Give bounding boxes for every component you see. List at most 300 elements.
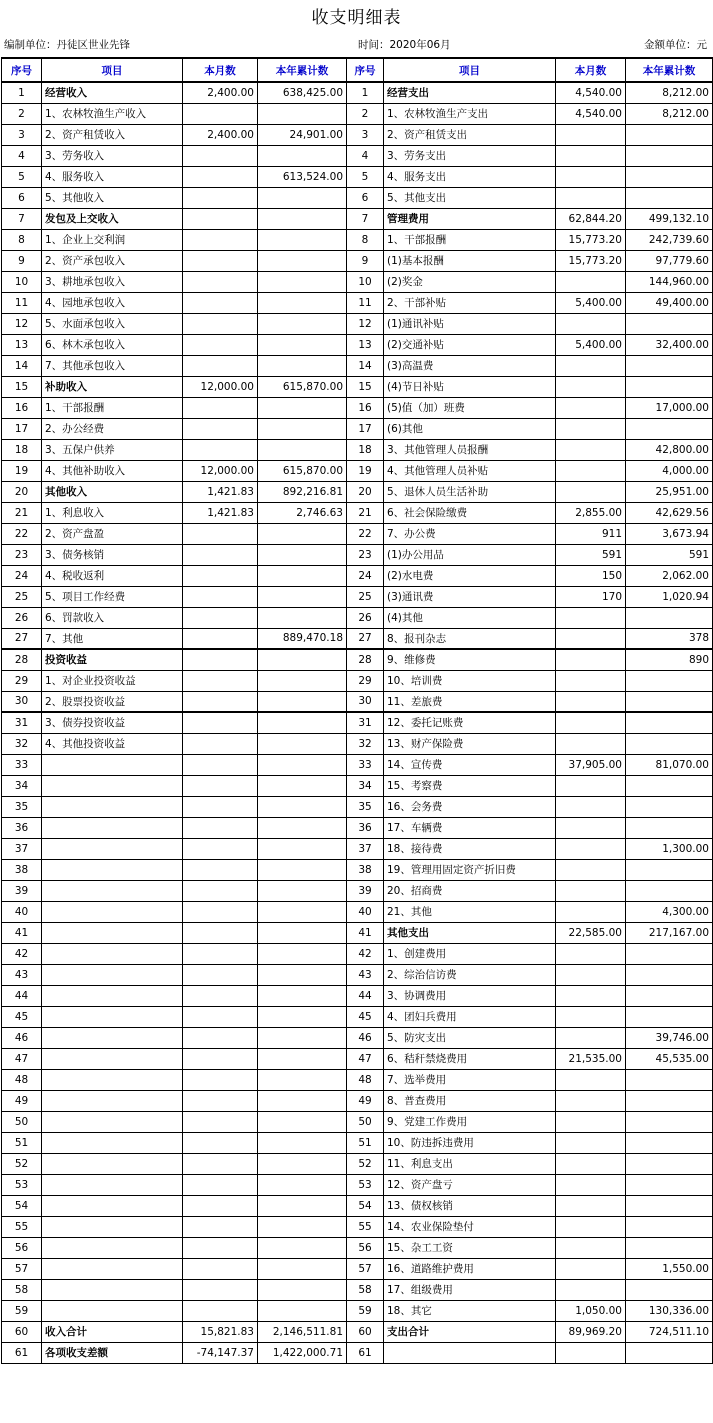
expense-item: 1、农林牧渔生产支出 xyxy=(384,103,556,124)
table-row xyxy=(2,1153,713,1174)
header-income-month: 本月数 xyxy=(183,58,258,82)
income-ytd-value xyxy=(258,523,347,544)
expense-month-value: 150 xyxy=(556,565,626,586)
expense-item: 4、服务支出 xyxy=(384,166,556,187)
income-row-number: 59 xyxy=(2,1300,42,1321)
income-ytd-value xyxy=(258,145,347,166)
income-ytd-value xyxy=(258,1216,347,1237)
expense-item: 19、管理用固定资产折旧费 xyxy=(384,859,556,880)
income-row-number: 28 xyxy=(2,649,42,670)
income-ytd-value xyxy=(258,796,347,817)
income-row-number: 5 xyxy=(2,166,42,187)
income-item: 5、水面承包收入 xyxy=(42,313,183,334)
income-item: 收入合计 xyxy=(42,1321,183,1342)
expense-row-number: 46 xyxy=(347,1027,384,1048)
expense-item: 9、维修费 xyxy=(384,649,556,670)
expense-row-number: 45 xyxy=(347,1006,384,1027)
expense-item: 1、创建费用 xyxy=(384,943,556,964)
table-row xyxy=(2,502,713,523)
expense-row-number: 39 xyxy=(347,880,384,901)
expense-month-value xyxy=(556,691,626,712)
income-item: 5、项目工作经费 xyxy=(42,586,183,607)
income-ytd-value xyxy=(258,880,347,901)
expense-month-value xyxy=(556,1216,626,1237)
expense-row-number: 32 xyxy=(347,733,384,754)
expense-month-value xyxy=(556,985,626,1006)
expense-month-value xyxy=(556,1174,626,1195)
income-item: 其他收入 xyxy=(42,481,183,502)
expense-month-value xyxy=(556,859,626,880)
expense-row-number: 21 xyxy=(347,502,384,523)
income-ytd-value xyxy=(258,754,347,775)
expense-month-value xyxy=(556,1132,626,1153)
expense-row-number: 27 xyxy=(347,628,384,649)
income-item xyxy=(42,1153,183,1174)
expense-row-number: 53 xyxy=(347,1174,384,1195)
expense-ytd-value xyxy=(626,1090,713,1111)
income-item xyxy=(42,1300,183,1321)
income-ytd-value xyxy=(258,1258,347,1279)
expense-ytd-value xyxy=(626,943,713,964)
income-ytd-value xyxy=(258,565,347,586)
income-month-value xyxy=(183,1069,258,1090)
expense-month-value xyxy=(556,1195,626,1216)
table-row xyxy=(2,691,713,712)
income-item: 3、五保户供养 xyxy=(42,439,183,460)
table-row xyxy=(2,775,713,796)
income-month-value xyxy=(183,901,258,922)
expense-item: (2)水电费 xyxy=(384,565,556,586)
income-item xyxy=(42,754,183,775)
expense-row-number: 48 xyxy=(347,1069,384,1090)
income-row-number: 6 xyxy=(2,187,42,208)
expense-row-number: 18 xyxy=(347,439,384,460)
expense-row-number: 22 xyxy=(347,523,384,544)
expense-month-value xyxy=(556,313,626,334)
income-month-value xyxy=(183,691,258,712)
income-item: 5、其他收入 xyxy=(42,187,183,208)
expense-ytd-value xyxy=(626,1279,713,1300)
income-item xyxy=(42,943,183,964)
header-income-item: 项目 xyxy=(42,58,183,82)
expense-item: (4)节日补贴 xyxy=(384,376,556,397)
expense-item: 15、考察费 xyxy=(384,775,556,796)
table-row xyxy=(2,145,713,166)
expense-month-value: 15,773.20 xyxy=(556,250,626,271)
expense-item: (4)其他 xyxy=(384,607,556,628)
expense-ytd-value xyxy=(626,1132,713,1153)
expense-row-number: 33 xyxy=(347,754,384,775)
expense-ytd-value xyxy=(626,1195,713,1216)
expense-ytd-value xyxy=(626,691,713,712)
expense-ytd-value: 25,951.00 xyxy=(626,481,713,502)
table-row xyxy=(2,103,713,124)
expense-row-number: 34 xyxy=(347,775,384,796)
income-ytd-value: 24,901.00 xyxy=(258,124,347,145)
income-ytd-value xyxy=(258,985,347,1006)
income-month-value xyxy=(183,313,258,334)
table-row xyxy=(2,1216,713,1237)
expense-row-number: 11 xyxy=(347,292,384,313)
expense-item: 11、差旅费 xyxy=(384,691,556,712)
expense-month-value: 911 xyxy=(556,523,626,544)
income-row-number: 24 xyxy=(2,565,42,586)
income-month-value xyxy=(183,145,258,166)
income-ytd-value xyxy=(258,271,347,292)
expense-ytd-value xyxy=(626,355,713,376)
expense-row-number: 8 xyxy=(347,229,384,250)
expense-month-value xyxy=(556,1258,626,1279)
table-row xyxy=(2,460,713,481)
table-row xyxy=(2,649,713,670)
income-ytd-value xyxy=(258,964,347,985)
table-row xyxy=(2,334,713,355)
expense-month-value xyxy=(556,1069,626,1090)
income-month-value xyxy=(183,1132,258,1153)
expense-row-number: 23 xyxy=(347,544,384,565)
table-row xyxy=(2,859,713,880)
table-row xyxy=(2,313,713,334)
table-row xyxy=(2,439,713,460)
expense-ytd-value: 97,779.60 xyxy=(626,250,713,271)
income-month-value xyxy=(183,817,258,838)
income-ytd-value xyxy=(258,250,347,271)
expense-month-value xyxy=(556,460,626,481)
expense-row-number: 44 xyxy=(347,985,384,1006)
income-ytd-value xyxy=(258,922,347,943)
table-row xyxy=(2,964,713,985)
income-month-value xyxy=(183,418,258,439)
expense-item: 18、其它 xyxy=(384,1300,556,1321)
expense-month-value xyxy=(556,775,626,796)
income-ytd-value xyxy=(258,1027,347,1048)
expense-ytd-value: 4,300.00 xyxy=(626,901,713,922)
expense-item: 8、报刊杂志 xyxy=(384,628,556,649)
income-row-number: 47 xyxy=(2,1048,42,1069)
income-month-value xyxy=(183,922,258,943)
income-row-number: 43 xyxy=(2,964,42,985)
expense-item: (6)其他 xyxy=(384,418,556,439)
expense-item: 其他支出 xyxy=(384,922,556,943)
income-month-value xyxy=(183,1027,258,1048)
income-month-value: 12,000.00 xyxy=(183,460,258,481)
expense-item: 7、选举费用 xyxy=(384,1069,556,1090)
expense-ytd-value: 242,739.60 xyxy=(626,229,713,250)
income-item xyxy=(42,1258,183,1279)
expense-item: 16、会务费 xyxy=(384,796,556,817)
income-ytd-value xyxy=(258,670,347,691)
income-item xyxy=(42,859,183,880)
income-ytd-value xyxy=(258,439,347,460)
income-row-number: 12 xyxy=(2,313,42,334)
table-row xyxy=(2,586,713,607)
expense-item: (5)值（加）班费 xyxy=(384,397,556,418)
report-title: 收支明细表 xyxy=(311,8,402,28)
table-row xyxy=(2,943,713,964)
income-month-value xyxy=(183,1237,258,1258)
table-row xyxy=(2,712,713,733)
table-row xyxy=(2,796,713,817)
income-row-number: 55 xyxy=(2,1216,42,1237)
expense-row-number: 41 xyxy=(347,922,384,943)
table-row xyxy=(2,1237,713,1258)
income-month-value xyxy=(183,271,258,292)
expense-ytd-value xyxy=(626,796,713,817)
expense-row-number: 59 xyxy=(347,1300,384,1321)
expense-ytd-value xyxy=(626,817,713,838)
expense-ytd-value xyxy=(626,1111,713,1132)
expense-month-value xyxy=(556,145,626,166)
expense-ytd-value: 8,212.00 xyxy=(626,103,713,124)
table-row xyxy=(2,292,713,313)
income-row-number: 45 xyxy=(2,1006,42,1027)
expense-ytd-value: 1,020.94 xyxy=(626,586,713,607)
expense-item: 经营支出 xyxy=(384,82,556,103)
expense-ytd-value: 591 xyxy=(626,544,713,565)
expense-ytd-value: 130,336.00 xyxy=(626,1300,713,1321)
income-item: 1、农林牧渔生产收入 xyxy=(42,103,183,124)
expense-row-number: 43 xyxy=(347,964,384,985)
income-month-value xyxy=(183,733,258,754)
income-row-number: 40 xyxy=(2,901,42,922)
income-row-number: 1 xyxy=(2,82,42,103)
expense-ytd-value: 3,673.94 xyxy=(626,523,713,544)
income-ytd-value: 2,746.63 xyxy=(258,502,347,523)
expense-ytd-value: 890 xyxy=(626,649,713,670)
expense-item: 管理费用 xyxy=(384,208,556,229)
table-row xyxy=(2,187,713,208)
expense-item: 12、资产盘亏 xyxy=(384,1174,556,1195)
income-month-value xyxy=(183,1216,258,1237)
expense-item: (3)通讯费 xyxy=(384,586,556,607)
income-item: 2、办公经费 xyxy=(42,418,183,439)
income-ytd-value: 638,425.00 xyxy=(258,82,347,103)
expense-month-value: 21,535.00 xyxy=(556,1048,626,1069)
expense-item: 14、农业保险垫付 xyxy=(384,1216,556,1237)
income-ytd-value xyxy=(258,1006,347,1027)
table-row xyxy=(2,1300,713,1321)
income-row-number: 25 xyxy=(2,586,42,607)
income-row-number: 48 xyxy=(2,1069,42,1090)
expense-row-number: 58 xyxy=(347,1279,384,1300)
expense-month-value xyxy=(556,397,626,418)
income-item xyxy=(42,1195,183,1216)
expense-row-number: 12 xyxy=(347,313,384,334)
table-row xyxy=(2,82,713,103)
income-item: 经营收入 xyxy=(42,82,183,103)
header-expense-no: 序号 xyxy=(347,58,384,82)
header-expense-month: 本月数 xyxy=(556,58,626,82)
income-item: 7、其他承包收入 xyxy=(42,355,183,376)
expense-month-value xyxy=(556,649,626,670)
expense-ytd-value: 724,511.10 xyxy=(626,1321,713,1342)
income-item: 4、其他补助收入 xyxy=(42,460,183,481)
income-item xyxy=(42,964,183,985)
income-month-value xyxy=(183,208,258,229)
income-item xyxy=(42,1174,183,1195)
expense-row-number: 54 xyxy=(347,1195,384,1216)
expense-ytd-value xyxy=(626,418,713,439)
income-month-value: 2,400.00 xyxy=(183,82,258,103)
expense-ytd-value xyxy=(626,1174,713,1195)
expense-item: 21、其他 xyxy=(384,901,556,922)
income-month-value xyxy=(183,1279,258,1300)
expense-row-number: 10 xyxy=(347,271,384,292)
table-row xyxy=(2,1342,713,1363)
expense-ytd-value: 42,800.00 xyxy=(626,439,713,460)
income-item xyxy=(42,880,183,901)
expense-row-number: 20 xyxy=(347,481,384,502)
income-item: 6、罚款收入 xyxy=(42,607,183,628)
income-ytd-value: 615,870.00 xyxy=(258,460,347,481)
income-month-value xyxy=(183,628,258,649)
expense-month-value xyxy=(556,166,626,187)
income-month-value xyxy=(183,985,258,1006)
income-item xyxy=(42,1216,183,1237)
table-row xyxy=(2,229,713,250)
income-ytd-value xyxy=(258,691,347,712)
income-ytd-value xyxy=(258,1132,347,1153)
income-ytd-value xyxy=(258,1048,347,1069)
expense-month-value: 170 xyxy=(556,586,626,607)
table-row xyxy=(2,1111,713,1132)
income-month-value: 1,421.83 xyxy=(183,502,258,523)
income-ytd-value xyxy=(258,1195,347,1216)
expense-ytd-value xyxy=(626,859,713,880)
income-month-value xyxy=(183,355,258,376)
expense-item: 10、培训费 xyxy=(384,670,556,691)
expense-month-value xyxy=(556,124,626,145)
income-item xyxy=(42,1069,183,1090)
income-item xyxy=(42,775,183,796)
expense-ytd-value xyxy=(626,145,713,166)
income-row-number: 13 xyxy=(2,334,42,355)
report-period: 时间：2020年06月 xyxy=(358,39,451,51)
income-ytd-value: 892,216.81 xyxy=(258,481,347,502)
income-ytd-value xyxy=(258,544,347,565)
income-row-number: 2 xyxy=(2,103,42,124)
expense-month-value: 15,773.20 xyxy=(556,229,626,250)
income-row-number: 17 xyxy=(2,418,42,439)
expense-month-value xyxy=(556,1027,626,1048)
income-row-number: 32 xyxy=(2,733,42,754)
expense-item: 3、劳务支出 xyxy=(384,145,556,166)
income-ytd-value xyxy=(258,229,347,250)
income-ytd-value xyxy=(258,292,347,313)
expense-row-number: 15 xyxy=(347,376,384,397)
expense-month-value xyxy=(556,481,626,502)
expense-month-value xyxy=(556,964,626,985)
expense-item: (1)办公用品 xyxy=(384,544,556,565)
currency-unit: 金额单位：元 xyxy=(644,39,707,51)
expense-ytd-value xyxy=(626,670,713,691)
table-body xyxy=(2,82,713,1363)
expense-month-value xyxy=(556,1237,626,1258)
expense-item: 17、组级费用 xyxy=(384,1279,556,1300)
expense-ytd-value xyxy=(626,607,713,628)
table-row xyxy=(2,565,713,586)
income-item xyxy=(42,1090,183,1111)
income-row-number: 8 xyxy=(2,229,42,250)
expense-row-number: 30 xyxy=(347,691,384,712)
table-row xyxy=(2,901,713,922)
expense-row-number: 5 xyxy=(347,166,384,187)
expense-month-value: 5,400.00 xyxy=(556,334,626,355)
income-row-number: 33 xyxy=(2,754,42,775)
expense-ytd-value: 144,960.00 xyxy=(626,271,713,292)
expense-item: 1、干部报酬 xyxy=(384,229,556,250)
income-row-number: 16 xyxy=(2,397,42,418)
expense-row-number: 7 xyxy=(347,208,384,229)
income-ytd-value xyxy=(258,1237,347,1258)
expense-month-value xyxy=(556,901,626,922)
table-row xyxy=(2,1321,713,1342)
income-ytd-value xyxy=(258,1300,347,1321)
income-row-number: 21 xyxy=(2,502,42,523)
income-month-value xyxy=(183,565,258,586)
income-month-value xyxy=(183,250,258,271)
income-row-number: 52 xyxy=(2,1153,42,1174)
income-ytd-value xyxy=(258,712,347,733)
income-item: 6、林木承包收入 xyxy=(42,334,183,355)
table-row xyxy=(2,922,713,943)
expense-month-value xyxy=(556,733,626,754)
income-item: 发包及上交收入 xyxy=(42,208,183,229)
expense-ytd-value xyxy=(626,1069,713,1090)
income-ytd-value xyxy=(258,607,347,628)
table-row xyxy=(2,817,713,838)
expense-ytd-value xyxy=(626,1153,713,1174)
income-ytd-value xyxy=(258,775,347,796)
income-row-number: 39 xyxy=(2,880,42,901)
expense-month-value: 2,855.00 xyxy=(556,502,626,523)
table-row xyxy=(2,628,713,649)
expense-month-value xyxy=(556,187,626,208)
income-ytd-value xyxy=(258,1090,347,1111)
income-row-number: 58 xyxy=(2,1279,42,1300)
expense-month-value: 591 xyxy=(556,544,626,565)
income-item: 1、对企业投资收益 xyxy=(42,670,183,691)
income-item: 4、园地承包收入 xyxy=(42,292,183,313)
income-month-value xyxy=(183,670,258,691)
expense-row-number: 28 xyxy=(347,649,384,670)
income-item: 3、债务核销 xyxy=(42,544,183,565)
table-row xyxy=(2,397,713,418)
expense-month-value xyxy=(556,1279,626,1300)
table-row xyxy=(2,1069,713,1090)
income-month-value xyxy=(183,334,258,355)
expense-ytd-value xyxy=(626,124,713,145)
table-row xyxy=(2,355,713,376)
table-row xyxy=(2,166,713,187)
expense-ytd-value: 81,070.00 xyxy=(626,754,713,775)
income-ytd-value xyxy=(258,1111,347,1132)
expense-item: 4、团妇兵费用 xyxy=(384,1006,556,1027)
income-row-number: 15 xyxy=(2,376,42,397)
table-row xyxy=(2,838,713,859)
expense-item: 3、其他管理人员报酬 xyxy=(384,439,556,460)
expense-row-number: 55 xyxy=(347,1216,384,1237)
income-ytd-value xyxy=(258,187,347,208)
income-row-number: 30 xyxy=(2,691,42,712)
table-row xyxy=(2,523,713,544)
expense-month-value xyxy=(556,796,626,817)
expense-ytd-value: 1,550.00 xyxy=(626,1258,713,1279)
income-row-number: 35 xyxy=(2,796,42,817)
income-item xyxy=(42,901,183,922)
income-row-number: 10 xyxy=(2,271,42,292)
expense-ytd-value: 4,000.00 xyxy=(626,460,713,481)
